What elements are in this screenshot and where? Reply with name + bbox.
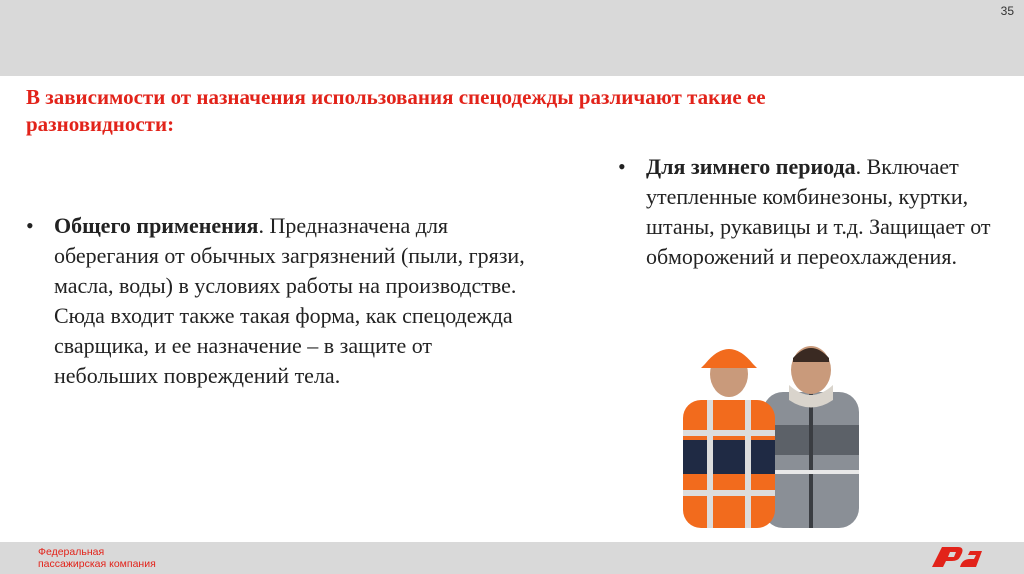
item-text bbox=[54, 211, 526, 391]
bullet: • bbox=[618, 154, 626, 179]
top-band bbox=[0, 0, 1024, 76]
company-line-2: пассажирская компания bbox=[38, 558, 156, 570]
list-item bbox=[26, 211, 526, 391]
item-title: Для зимнего периода bbox=[646, 154, 856, 179]
slide-heading: В зависимости от назначения использования спецодежды различают такие ее разновидности: bbox=[26, 85, 766, 136]
list-item bbox=[618, 152, 998, 272]
company-line-1: Федеральная bbox=[38, 546, 105, 558]
workwear-photo bbox=[671, 330, 879, 528]
item-text bbox=[646, 152, 998, 272]
worker-orange-jacket bbox=[683, 349, 775, 528]
item-title: Общего применения bbox=[54, 213, 259, 238]
right-column bbox=[618, 152, 998, 272]
item-description: . Предназначена для оберегания от обычных загрязнений (пыли, грязи, масла, воды) в условиях работы на производстве. Сюда входит также такая форма, как спецодежда сварщика, и ее назначение – в защите от небольших повреждений тела. bbox=[54, 213, 525, 388]
item-description: . Включает утепленные комбинезоны, куртки, штаны, рукавицы и т.д. Защищает от обморожений и переохлаждения. bbox=[646, 154, 991, 269]
bullet: • bbox=[26, 213, 34, 238]
left-column bbox=[26, 211, 526, 391]
page-number: 35 bbox=[1000, 4, 1014, 18]
rzd-logo-icon bbox=[930, 543, 988, 571]
worker-grey-jacket bbox=[763, 346, 859, 528]
company-name bbox=[38, 546, 156, 570]
